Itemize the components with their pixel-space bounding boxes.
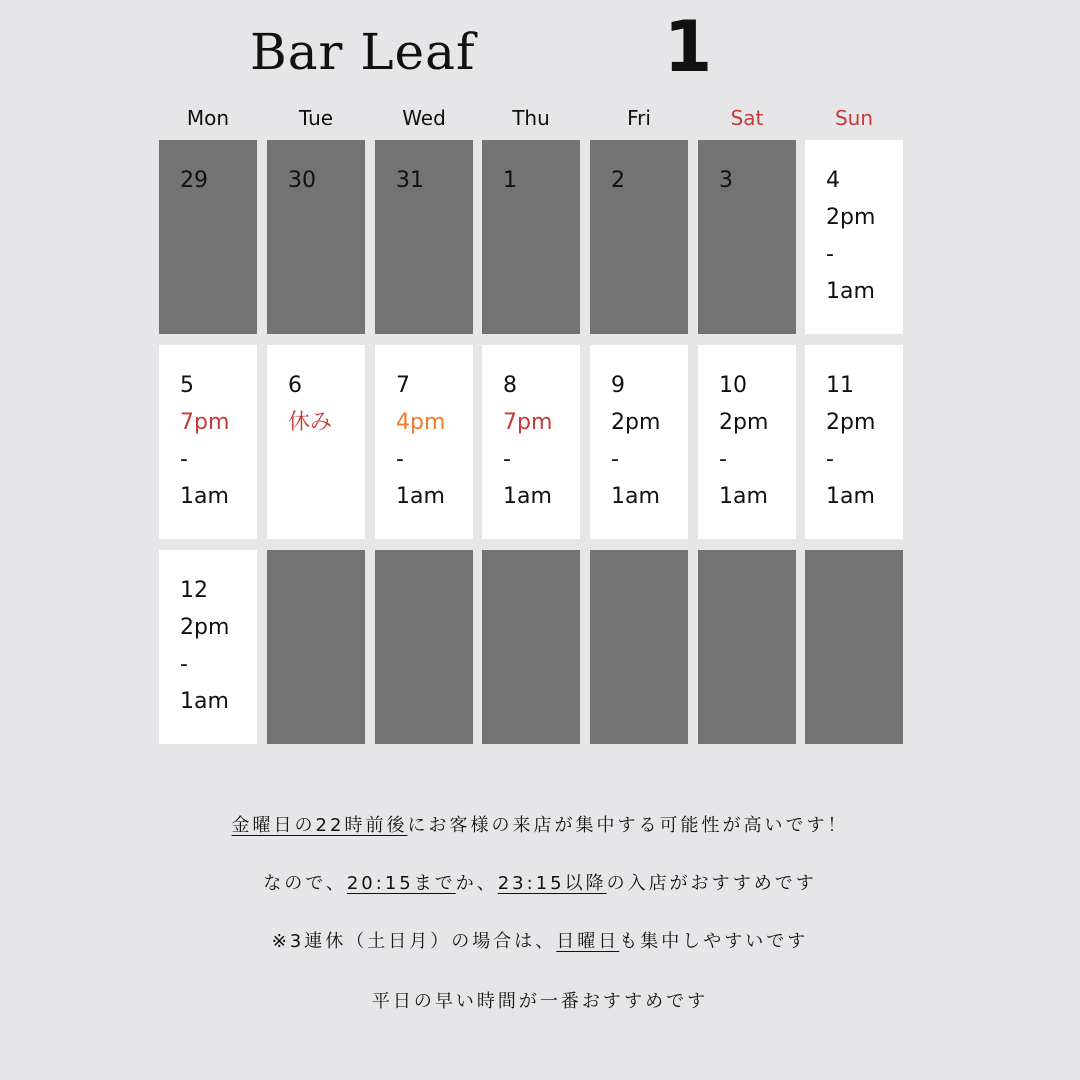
- calendar-day-open: [698, 345, 796, 539]
- calendar-day-closed: [267, 550, 365, 744]
- day-number: 7: [396, 373, 410, 398]
- calendar-day-open: [375, 345, 473, 539]
- hours-line: 2pm: [826, 410, 876, 435]
- note-text: ※3連休（土日月）の場合は、: [271, 931, 557, 952]
- day-number: 5: [180, 373, 194, 398]
- day-number: 1: [503, 168, 517, 193]
- calendar-day-closed: [805, 550, 903, 744]
- calendar-day-closed: [482, 140, 580, 334]
- note-text: か、: [455, 873, 498, 894]
- calendar-day-open: [159, 345, 257, 539]
- note-emphasis: 23:15以降: [497, 873, 607, 894]
- note-text: なので、: [263, 873, 347, 894]
- calendar-day-open: [805, 140, 903, 334]
- weekday-sun: Sun: [834, 106, 874, 130]
- hours-line: 1am: [180, 484, 229, 509]
- hours-line: 7pm: [503, 410, 553, 435]
- day-number: 3: [719, 168, 733, 193]
- hours-line: 1am: [826, 484, 875, 509]
- weekday-tue: Tue: [298, 106, 334, 130]
- note-emphasis: 20:15まで: [346, 873, 456, 894]
- day-number: 11: [826, 373, 854, 398]
- day-number: 8: [503, 373, 517, 398]
- hours-line: 2pm: [719, 410, 769, 435]
- calendar-day-closed: [267, 140, 365, 334]
- hours-line: -: [826, 447, 834, 472]
- calendar-day-closed: [375, 550, 473, 744]
- weekday-thu: Thu: [512, 106, 550, 130]
- note-text: にお客様の来店が集中する可能性が高いです！: [407, 815, 849, 836]
- calendar-day-open: [590, 345, 688, 539]
- hours-line: -: [180, 447, 188, 472]
- calendar-day-closed: [590, 550, 688, 744]
- note-line: [0, 988, 1080, 1016]
- calendar-day-open: [159, 550, 257, 744]
- day-number: 2: [611, 168, 625, 193]
- hours-line: 1am: [826, 279, 875, 304]
- hours-line: -: [180, 652, 188, 677]
- hours-line: 1am: [180, 689, 229, 714]
- hours-line: 1am: [503, 484, 552, 509]
- calendar-day-closed: [159, 140, 257, 334]
- day-number: 29: [180, 168, 208, 193]
- weekday-mon: Mon: [186, 106, 230, 130]
- day-number: 6: [288, 373, 302, 398]
- calendar-day-open: [482, 345, 580, 539]
- day-number: 12: [180, 578, 208, 603]
- note-text: の入店がおすすめです: [606, 873, 817, 894]
- hours-line: 休み: [288, 410, 333, 435]
- day-number: 10: [719, 373, 747, 398]
- bar-title: Bar Leaf: [250, 23, 476, 81]
- hours-line: -: [611, 447, 619, 472]
- weekday-wed: Wed: [402, 106, 446, 130]
- hours-line: -: [826, 242, 834, 267]
- note-text: も集中しやすいです: [619, 931, 809, 952]
- weekday-sat: Sat: [730, 106, 764, 130]
- hours-line: 4pm: [396, 410, 446, 435]
- day-number: 30: [288, 168, 316, 193]
- calendar-day-open: [267, 345, 365, 539]
- hours-line: -: [503, 447, 511, 472]
- note-line: [0, 812, 1080, 840]
- calendar-day-closed: [590, 140, 688, 334]
- calendar-day-closed: [375, 140, 473, 334]
- hours-line: 1am: [719, 484, 768, 509]
- hours-line: 1am: [611, 484, 660, 509]
- note-text: 平日の早い時間が一番おすすめです: [371, 991, 709, 1012]
- note-line: [0, 928, 1080, 956]
- hours-line: 1am: [396, 484, 445, 509]
- hours-line: 2pm: [826, 205, 876, 230]
- hours-line: -: [396, 447, 404, 472]
- day-number: 4: [826, 168, 840, 193]
- calendar-day-closed: [482, 550, 580, 744]
- hours-line: 2pm: [180, 615, 230, 640]
- hours-line: 2pm: [611, 410, 661, 435]
- weekday-fri: Fri: [627, 106, 651, 130]
- day-number: 31: [396, 168, 424, 193]
- calendar-day-closed: [698, 550, 796, 744]
- hours-line: -: [719, 447, 727, 472]
- day-number: 9: [611, 373, 625, 398]
- calendar-day-closed: [698, 140, 796, 334]
- note-line: [0, 870, 1080, 898]
- note-emphasis: 日曜日: [556, 931, 620, 952]
- month-number: 1: [663, 6, 713, 88]
- hours-line: 7pm: [180, 410, 230, 435]
- note-emphasis: 金曜日の22時前後: [231, 815, 408, 836]
- calendar-day-open: [805, 345, 903, 539]
